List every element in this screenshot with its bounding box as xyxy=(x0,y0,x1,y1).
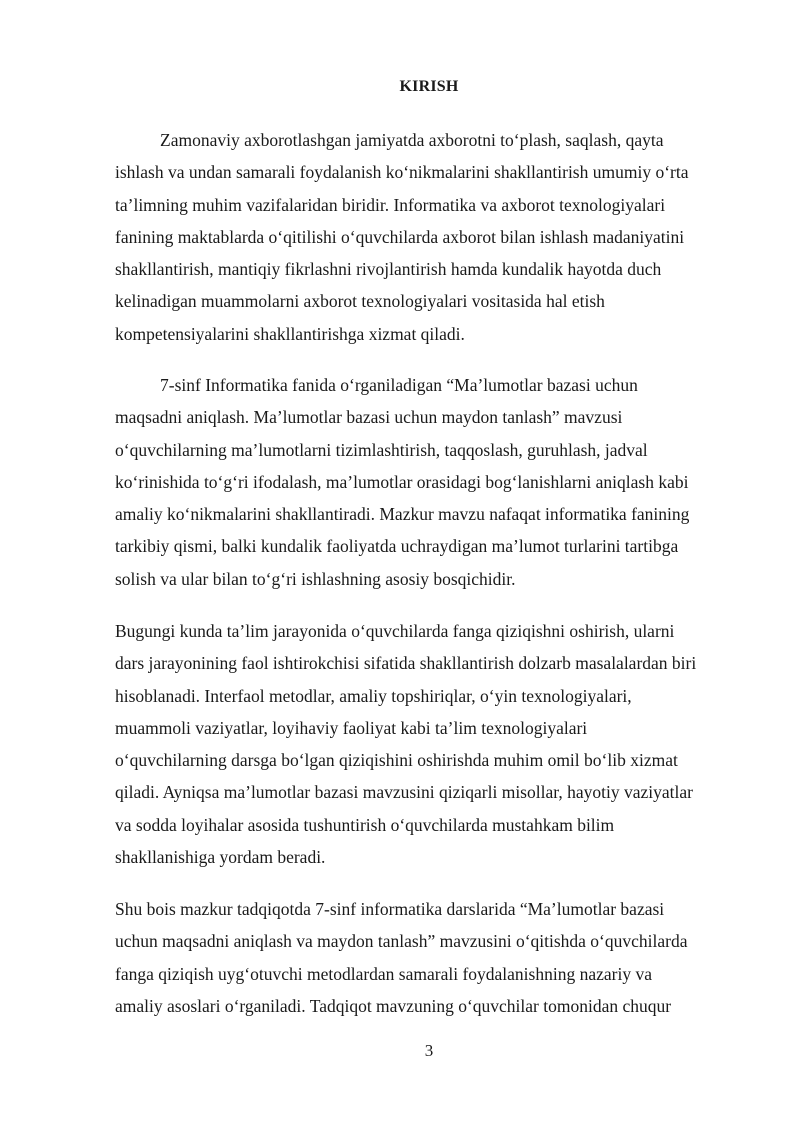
paragraph-research xyxy=(115,893,740,1022)
paragraph-line: Shu bois mazkur tadqiqotda 7-sinf informatika darslarida “Ma’lumotlar bazasi xyxy=(115,899,665,919)
paragraph-line: hisoblanadi. Interfaol metodlar, amaliy topshiriqlar, o‘yin texnologiyalari, xyxy=(115,685,632,706)
paragraph-line: amaliy ko‘nikmalarini shakllantiradi. Mazkur mavzu nafaqat informatika fanining xyxy=(115,504,690,525)
paragraph-line: shakllanishiga yordam beradi. xyxy=(115,847,326,868)
paragraph-line: amaliy asoslari o‘rganiladi. Tadqiqot mavzuning o‘quvchilar tomonidan chuqur xyxy=(115,995,672,1016)
paragraph-line: o‘quvchilarning darsga bo‘lgan qiziqishini oshirishda muhim omil bo‘lib xizmat xyxy=(115,750,678,771)
paragraph-introduction xyxy=(115,124,740,350)
paragraph-line: qiladi. Ayniqsa ma’lumotlar bazasi mavzusini qiziqarli misollar, hayotiy vaziyatlar xyxy=(115,782,693,803)
paragraph-line: muammoli vaziyatlar, loyihaviy faoliyat kabi ta’lim texnologiyalari xyxy=(115,717,588,738)
paragraph-line: dars jarayonining faol ishtirokchisi sifatida shakllantirish dolzarb masalalardan biri xyxy=(115,653,697,674)
paragraph-line: ko‘rinishida to‘g‘ri ifodalash, ma’lumotlar orasidagi bog‘lanishlarni aniqlash kabi xyxy=(115,471,689,492)
paragraph-line: uchun maqsadni aniqlash va maydon tanlash” mavzusini o‘qitishda o‘quvchilarda xyxy=(115,931,688,952)
paragraph-line: kompetensiyalarini shakllantirishga xizmat qiladi. xyxy=(115,323,465,344)
paragraph-line: ishlash va undan samarali foydalanish ko‘nikmalarini shakllantirish umumiy o‘rta xyxy=(115,162,689,183)
paragraph-line: va sodda loyihalar asosida tushuntirish o‘quvchilarda mustahkam bilim xyxy=(115,814,615,835)
paragraph-line: Bugungi kunda ta’lim jarayonida o‘quvchilarda fanga qiziqishni oshirish, ularni xyxy=(115,621,675,641)
paragraph-line: fanining maktablarda o‘qitilishi o‘quvchilarda axborot bilan ishlash madaniyatini xyxy=(115,226,685,247)
paragraph-line: kelinadigan muammolarni axborot texnologiyalari vositasida hal etish xyxy=(115,291,605,312)
paragraph-line: o‘quvchilarning ma’lumotlarni tizimlashtirish, taqqoslash, guruhlash, jadval xyxy=(115,439,648,460)
paragraph-topic xyxy=(115,369,740,595)
paragraph-line: maqsadni aniqlash. Ma’lumotlar bazasi uchun maydon tanlash” mavzusi xyxy=(115,407,623,428)
paragraph-methods xyxy=(115,615,740,873)
paragraph-line: tarkibiy qismi, balki kundalik faoliyatda uchraydigan ma’lumot turlarini tartibga xyxy=(115,536,679,557)
page-number: 3 xyxy=(424,1041,434,1060)
paragraph-line: ta’limning muhim vazifalaridan biridir. Informatika va axborot texnologiyalari xyxy=(115,194,666,215)
paragraph-line: 7-sinf Informatika fanida o‘rganiladigan “Ma’lumotlar bazasi uchun xyxy=(160,375,638,395)
paragraph-line: solish va ular bilan to‘g‘ri ishlashning asosiy bosqichidir. xyxy=(115,568,516,589)
paragraph-line: Zamonaviy axborotlashgan jamiyatda axborotni to‘plash, saqlash, qayta xyxy=(160,130,664,150)
section-title: KIRISH xyxy=(399,78,459,95)
paragraph-line: fanga qiziqish uyg‘otuvchi metodlardan samarali foydalanishning nazariy va xyxy=(115,963,652,984)
paragraph-line: shakllantirish, mantiqiy fikrlashni rivojlantirish hamda kundalik hayotda duch xyxy=(115,259,662,280)
